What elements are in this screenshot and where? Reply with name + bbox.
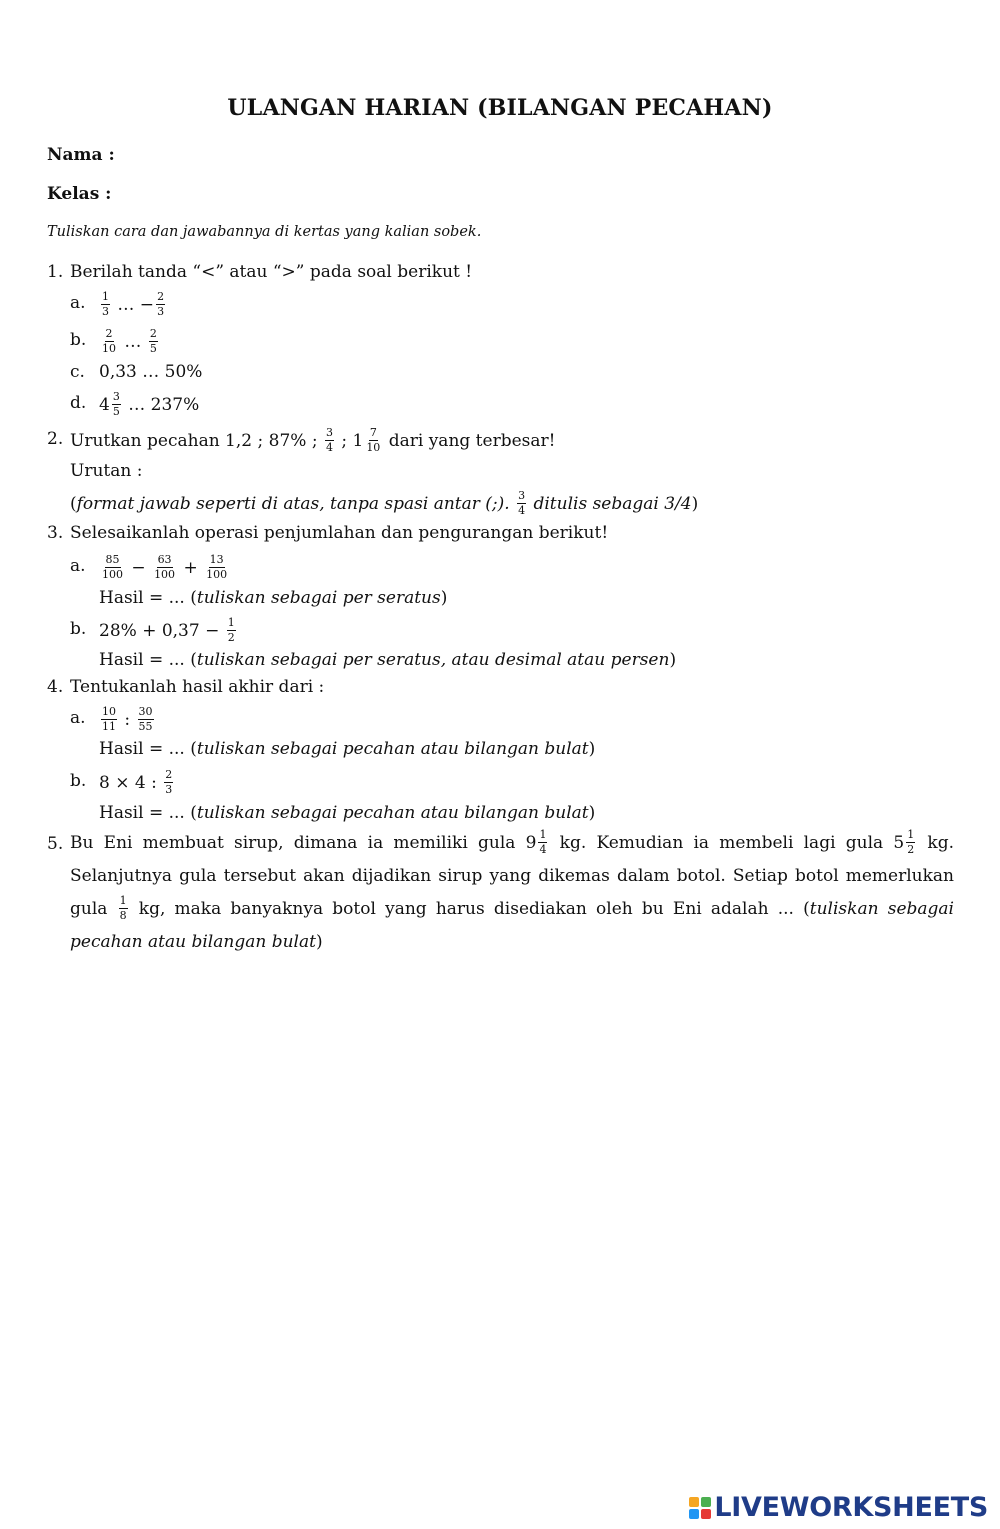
fraction: $\frac{1}{8}$ <box>119 894 127 922</box>
fraction: $\frac{1}{2}$ <box>907 828 915 856</box>
fraction: $\frac{3}{4}$ <box>325 426 333 454</box>
option-label: b. <box>70 330 87 350</box>
question-number: 1. <box>47 262 64 282</box>
question-text: Tentukanlah hasil akhir dari : <box>70 677 325 697</box>
expression: 0,33 … 50% <box>99 362 203 382</box>
expression: 4 $\frac{3}{5}$ … 237% <box>99 390 200 418</box>
question-number: 4. <box>47 677 64 697</box>
liveworksheets-logo[interactable] <box>689 1492 988 1523</box>
option-label: b. <box>70 619 87 639</box>
logo-grid-icon <box>689 1497 711 1519</box>
logo-text: LIVEWORKSHEETS <box>714 1492 988 1523</box>
question-number: 2. <box>47 429 64 449</box>
fraction: $\frac{2}{3}$ <box>165 768 173 796</box>
fraction: $\frac{85}{100}$ <box>102 553 123 581</box>
fraction: $\frac{2}{3}$ <box>157 290 165 318</box>
expression: $\frac{1}{3}$ … − $\frac{2}{3}$ <box>102 290 165 318</box>
question-text: Urutkan pecahan 1,2 ; 87% ; $\frac{3}{4}$ ; 1 $\frac{7}{10}$ dari yang terbesar! <box>70 426 556 454</box>
question-number: 3. <box>47 523 64 543</box>
instruction: Tuliskan cara dan jawabannya di kertas yang kalian sobek. <box>47 224 482 240</box>
fraction: $\frac{7}{10}$ <box>366 426 381 454</box>
fraction: $\frac{1}{2}$ <box>227 616 235 644</box>
option-label: d. <box>70 393 87 413</box>
hasil-text: Hasil = ... (tuliskan sebagai per seratus) <box>99 588 448 608</box>
expression: 8 × 4 : $\frac{2}{3}$ <box>99 768 173 796</box>
fraction: $\frac{3}{4}$ <box>518 489 526 517</box>
fraction: $\frac{30}{55}$ <box>138 705 153 733</box>
fraction: $\frac{1}{3}$ <box>102 290 109 318</box>
kelas-label: Kelas : <box>47 184 112 204</box>
hasil-text: Hasil = ... (tuliskan sebagai per seratus, atau desimal atau persen) <box>99 650 677 670</box>
fraction: $\frac{1}{4}$ <box>539 828 547 856</box>
page-title: ULANGAN HARIAN (BILANGAN PECAHAN) <box>227 95 773 121</box>
expression: $\frac{10}{11}$ : $\frac{30}{55}$ <box>102 705 153 733</box>
option-label: a. <box>70 708 86 728</box>
fraction: $\frac{10}{11}$ <box>102 705 116 733</box>
fraction: $\frac{2}{10}$ <box>102 327 116 355</box>
expression: $\frac{2}{10}$ … $\frac{2}{5}$ <box>102 327 157 355</box>
expression: 28% + 0,37 − $\frac{1}{2}$ <box>99 616 235 644</box>
hasil-text: Hasil = ... (tuliskan sebagai pecahan atau bilangan bulat) <box>99 803 596 823</box>
option-label: c. <box>70 362 85 382</box>
question-number: 5. <box>47 834 64 854</box>
option-label: b. <box>70 771 87 791</box>
fraction: $\frac{13}{100}$ <box>206 553 228 581</box>
urutan-label: Urutan : <box>70 461 143 481</box>
question-text: Selesaikanlah operasi penjumlahan dan pengurangan berikut! <box>70 523 609 543</box>
question-5-text: Bu Eni membuat sirup, dimana ia memiliki gula 9 $\frac{1}{4}$ kg. Kemudian ia membeli lagi gula 5 $\frac{1}{2}$ kg. Selanjutnya gula tersebut akan dijadikan sirup yang dikemas dalam botol. Setiap botol memerlukan gula $\frac{1}{8}$ kg, maka banyaknya botol yang harus disediakan oleh bu Eni adalah ... (tuliskan sebagai pecahan atau bilangan bulat) <box>70 828 954 952</box>
note-text: (format jawab seperti di atas, tanpa spasi antar (;). $\frac{3}{4}$ ditulis sebagai 3/4) <box>70 489 699 517</box>
nama-label: Nama : <box>47 145 115 165</box>
hasil-text: Hasil = ... (tuliskan sebagai pecahan atau bilangan bulat) <box>99 739 596 759</box>
fraction: $\frac{3}{5}$ <box>112 390 120 418</box>
option-label: a. <box>70 293 86 313</box>
fraction: $\frac{2}{5}$ <box>149 327 157 355</box>
fraction: $\frac{63}{100}$ <box>154 553 176 581</box>
question-text: Berilah tanda “<” atau “>” pada soal berikut ! <box>70 262 473 282</box>
expression: $\frac{85}{100}$ − $\frac{63}{100}$ + $\frac{13}{100}$ <box>102 553 228 581</box>
option-label: a. <box>70 556 86 576</box>
